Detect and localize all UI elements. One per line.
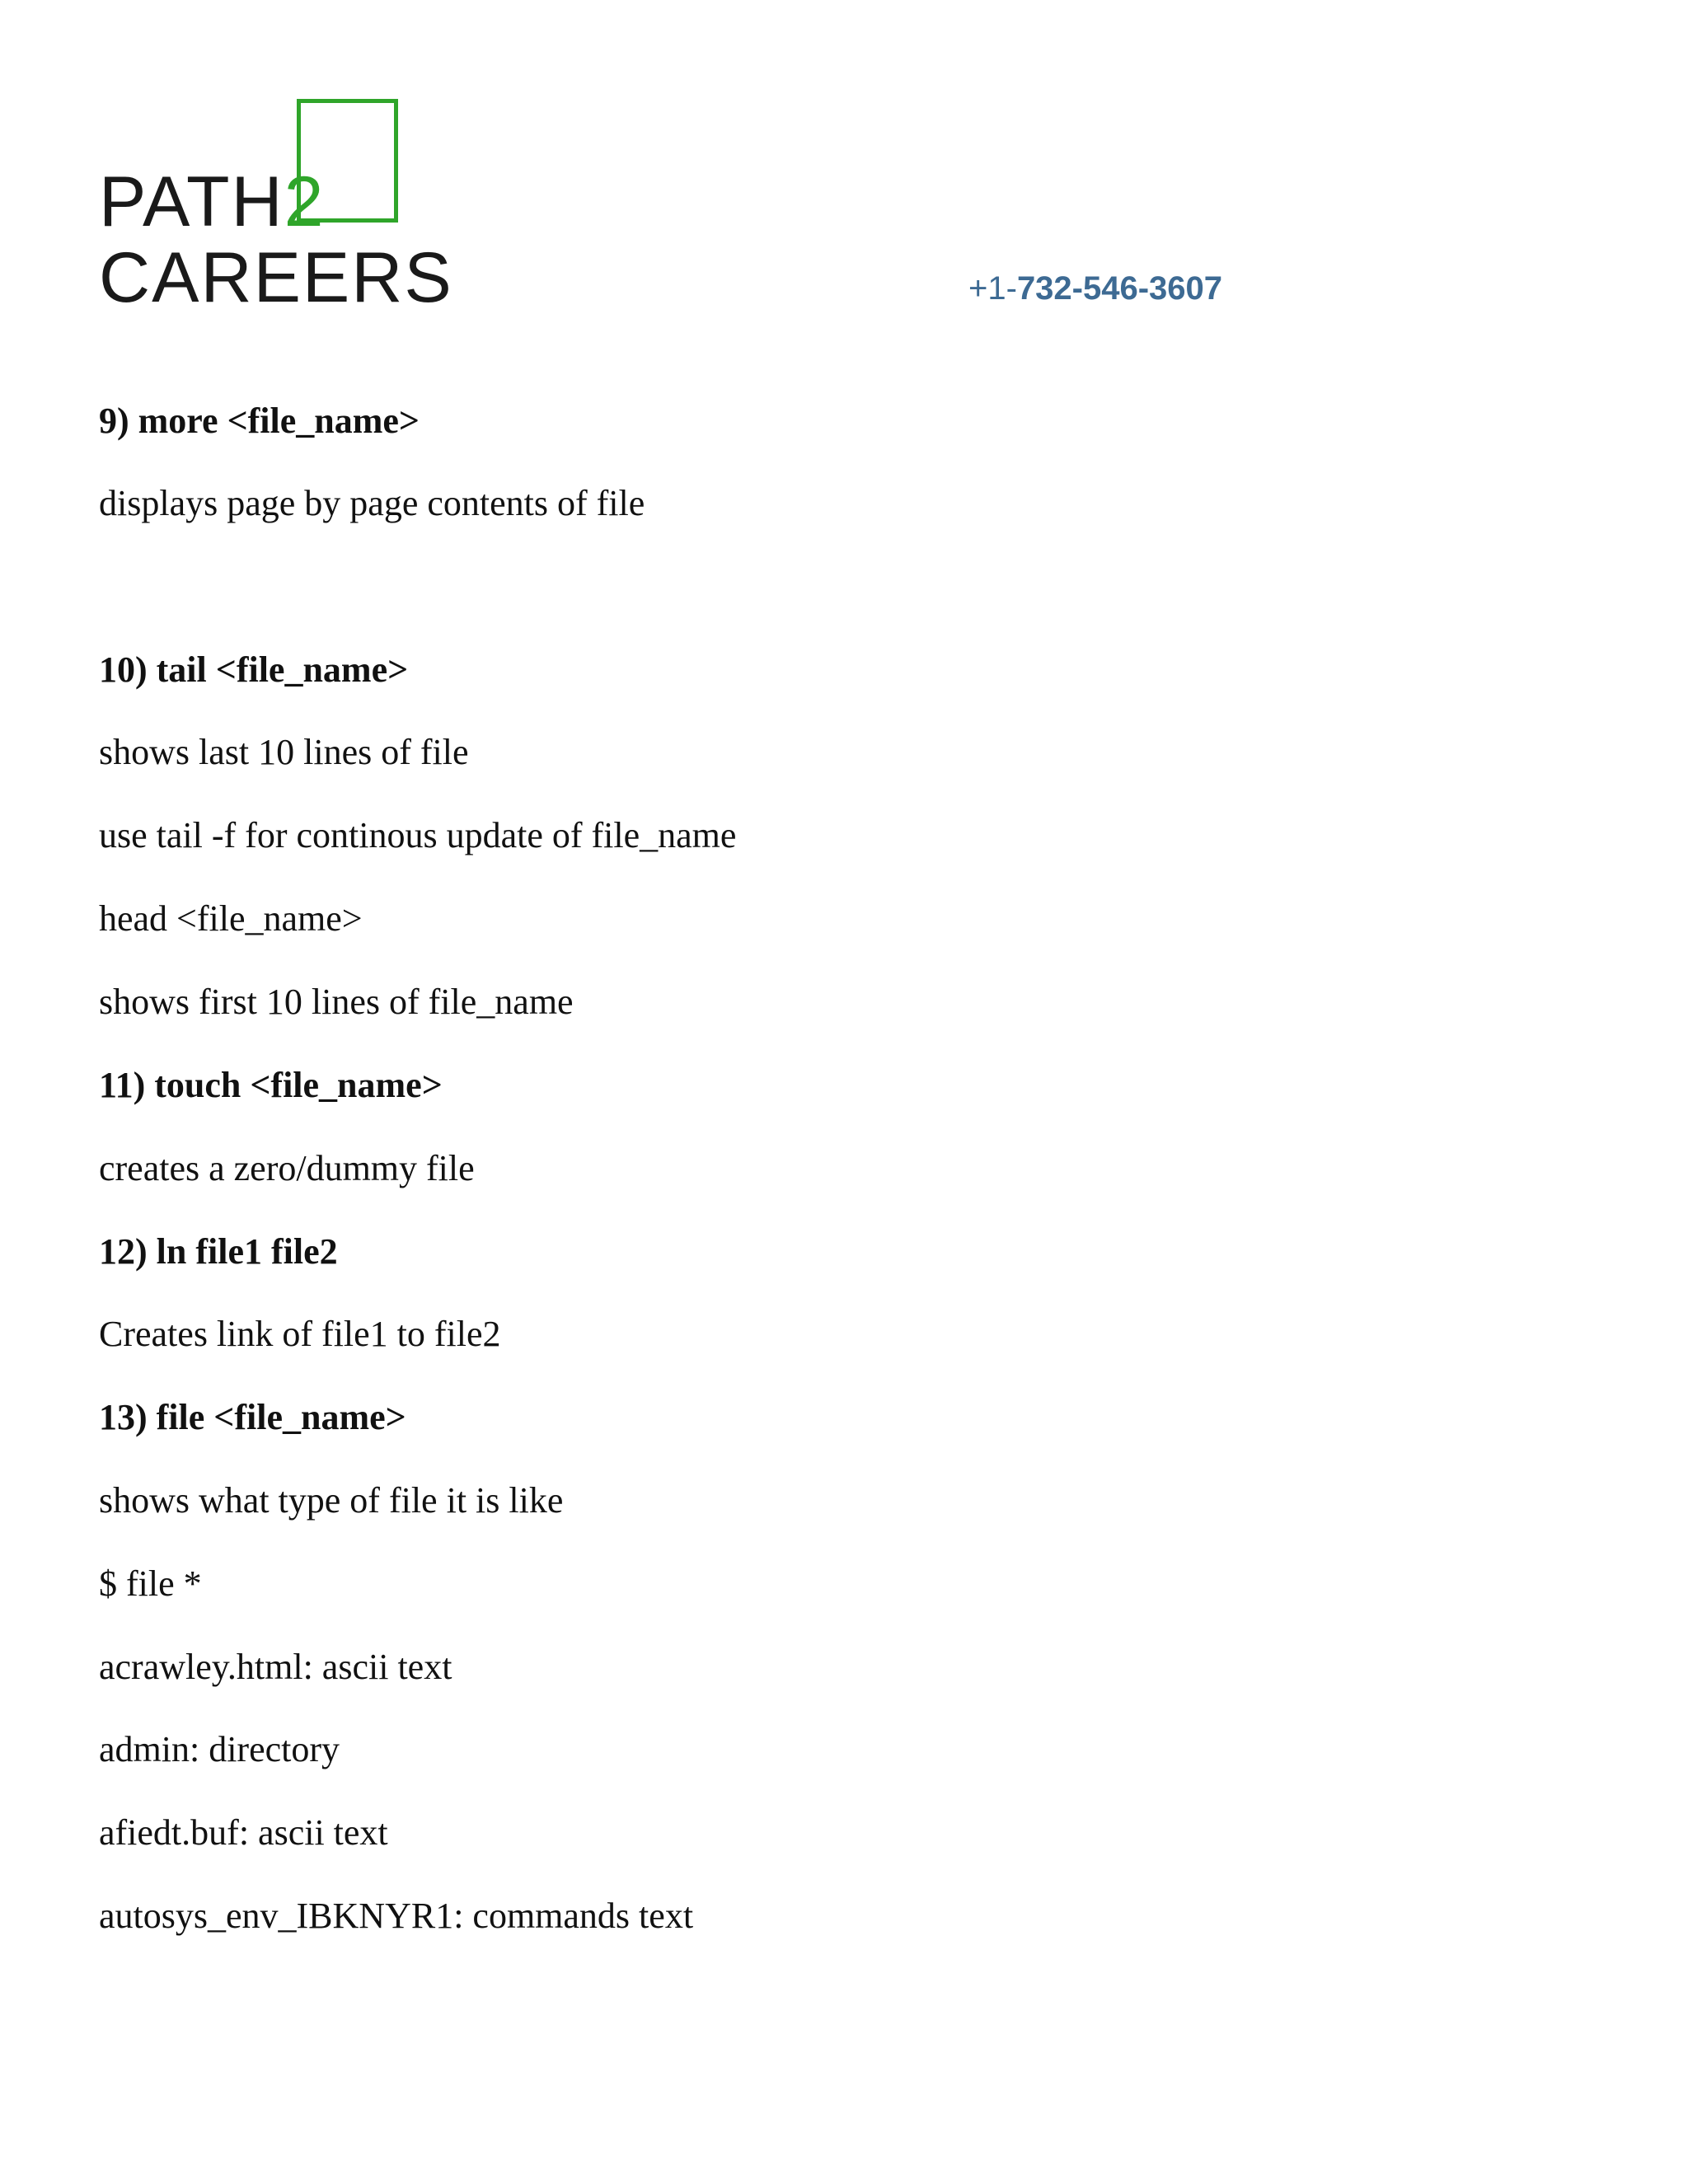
body-text: creates a zero/dummy file <box>99 1148 475 1188</box>
logo-careers-text: CAREERS <box>99 238 453 317</box>
body-text: shows last 10 lines of file <box>99 732 469 772</box>
heading-touch-command: 11) touch <file_name> <box>99 1065 443 1105</box>
logo-path-text: PATH <box>99 162 284 241</box>
heading-file-command: 13) file <file_name> <box>99 1397 406 1437</box>
body-text: Creates link of file1 to file2 <box>99 1314 501 1354</box>
heading-more-command: 9) more <file_name> <box>99 401 420 441</box>
example-output-line: autosys_env_IBKNYR1: commands text <box>99 1896 694 1936</box>
path2careers-logo <box>99 92 478 315</box>
logo-line-1 <box>99 162 326 241</box>
body-text: displays page by page contents of file <box>99 483 645 523</box>
example-command: $ file * <box>99 1563 202 1604</box>
body-text: head <file_name> <box>99 898 363 939</box>
example-output-line: afiedt.buf: ascii text <box>99 1812 388 1853</box>
example-output-line: admin: directory <box>99 1729 340 1769</box>
heading-ln-command: 12) ln file1 file2 <box>99 1231 338 1272</box>
heading-tail-command: 10) tail <file_name> <box>99 649 409 690</box>
logo-two-text: 2 <box>284 162 326 241</box>
phone-digits: 732-546-3607 <box>1016 270 1223 307</box>
body-text: shows what type of file it is like <box>99 1480 564 1521</box>
body-text: shows first 10 lines of file_name <box>99 982 574 1022</box>
phone-prefix: +1- <box>968 270 1017 307</box>
phone-number <box>968 270 1222 307</box>
example-output-line: acrawley.html: ascii text <box>99 1647 452 1687</box>
body-text: use tail -f for continous update of file_name <box>99 815 737 855</box>
